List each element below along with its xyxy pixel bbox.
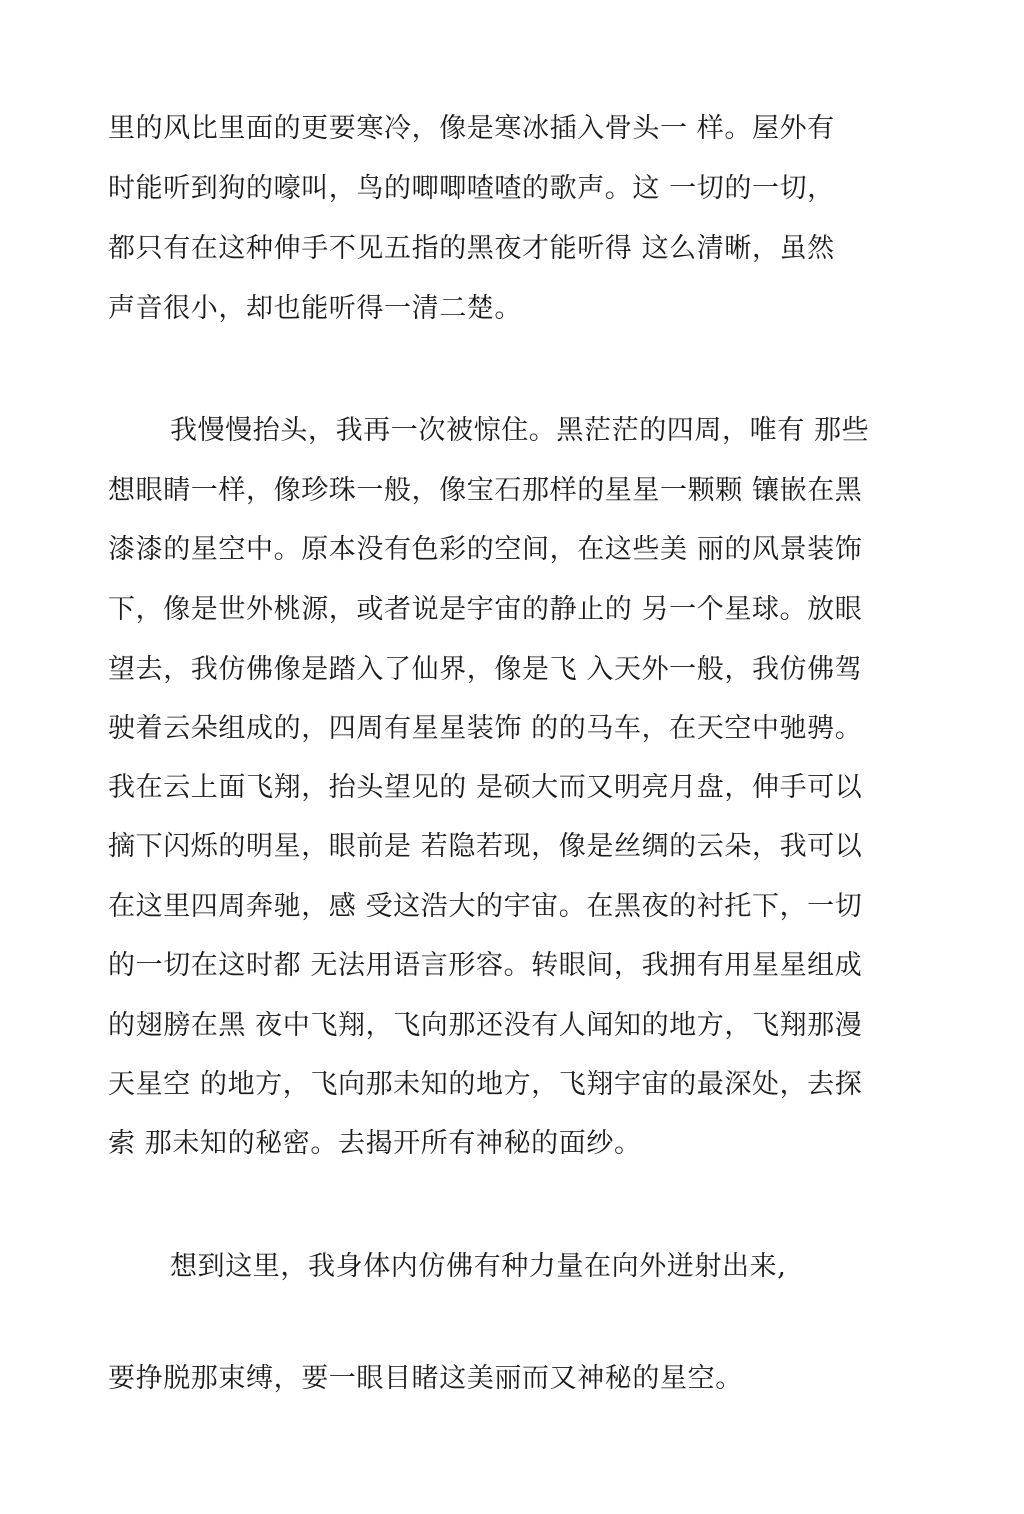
text-line: 里的风比里面的更要寒冷，像是寒冰插入骨头一 样。屋外有 bbox=[108, 113, 835, 144]
text-line: 想到这里，我身体内仿佛有种力量在向外迸射出来, bbox=[170, 1251, 787, 1282]
text-line: 想眼睛一样，像珍珠一般，像宝石那样的星星一颗颗 镶嵌在黑 bbox=[108, 475, 863, 506]
text-line: 驶着云朵组成的，四周有星星装饰 的的马车，在天空中驰骋。 bbox=[108, 713, 863, 744]
text-line: 天星空 的地方，飞向那未知的地方，飞翔宇宙的最深处，去探 bbox=[108, 1069, 863, 1100]
text-line: 的一切在这时都 无法用语言形容。转眼间，我拥有用星星组成 bbox=[108, 950, 863, 981]
text-line: 我慢慢抬头，我再一次被惊住。黑茫茫的四周，唯有 那些 bbox=[170, 415, 870, 446]
text-line: 望去，我仿佛像是踏入了仙界，像是飞 入天外一般，我仿佛驾 bbox=[108, 654, 863, 685]
text-line: 摘下闪烁的明星，眼前是 若隐若现，像是丝绸的云朵，我可以 bbox=[108, 831, 863, 862]
text-line: 漆漆的星空中。原本没有色彩的空间，在这些美 丽的风景装饰 bbox=[108, 534, 863, 565]
text-line: 我在云上面飞翔，抬头望见的 是硕大而又明亮月盘，伸手可以 bbox=[108, 772, 863, 803]
text-line: 下，像是世外桃源，或者说是宇宙的静止的 另一个星球。放眼 bbox=[108, 594, 863, 625]
text-line: 索 那未知的秘密。去揭开所有神秘的面纱。 bbox=[108, 1128, 642, 1159]
text-line: 要挣脱那束缚，要一眼目睹这美丽而又神秘的星空。 bbox=[108, 1363, 743, 1394]
text-line: 都只有在这种伸手不见五指的黑夜才能听得 这么清晰，虽然 bbox=[108, 233, 835, 264]
text-line: 在这里四周奔驰，感 受这浩大的宇宙。在黑夜的衬托下，一切 bbox=[108, 891, 863, 922]
text-line: 声音很小，却也能听得一清二楚。 bbox=[108, 293, 522, 324]
text-line: 的翅膀在黑 夜中飞翔，飞向那还没有人闻知的地方，飞翔那漫 bbox=[108, 1010, 863, 1041]
text-line: 时能听到狗的嚎叫，鸟的唧唧喳喳的歌声。这 一切的一切， bbox=[108, 173, 835, 204]
